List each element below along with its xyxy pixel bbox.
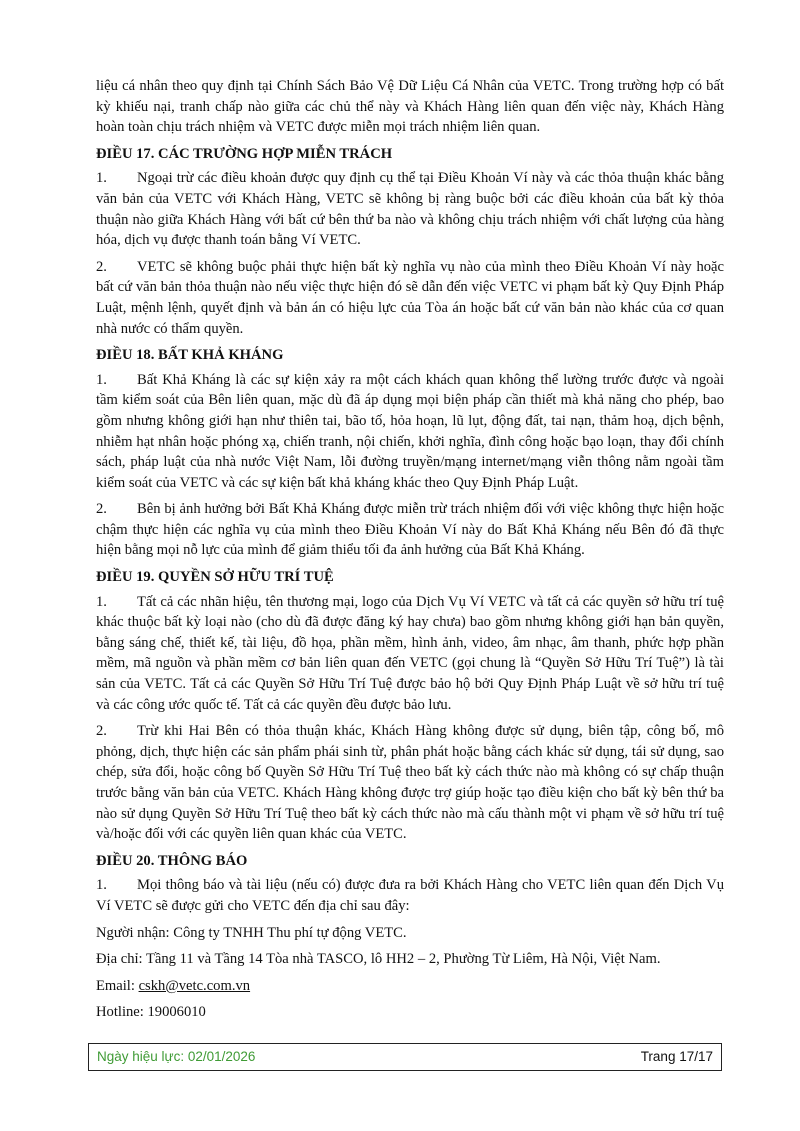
article-18-item-2	[96, 499, 724, 561]
article-17-item-1	[96, 168, 724, 250]
item-number: 1.	[96, 371, 107, 388]
email-label: Email:	[96, 977, 139, 994]
article-19-item-1	[96, 592, 724, 716]
article-17-heading: ĐIỀU 17. CÁC TRƯỜNG HỢP MIỄN TRÁCH	[96, 145, 393, 162]
article-20-item-1	[96, 875, 724, 916]
article-19-heading: ĐIỀU 19. QUYỀN SỞ HỮU TRÍ TUỆ	[96, 569, 334, 586]
item-number: 1.	[96, 170, 107, 187]
item-number: 1.	[96, 593, 107, 610]
email-link[interactable]: cskh@vetc.com.vn	[138, 977, 251, 994]
article-18-item-1	[96, 370, 724, 494]
item-number: 1.	[96, 877, 107, 894]
item-text: Bên bị ảnh hưởng bởi Bất Khả Kháng được miễn trừ trách nhiệm đối với việc không thực hiện hoặc chậm thực hiện các nghĩa vụ của mình theo Điều Khoản Ví này do Bất Khả Kháng nếu Bên đó đã thực hiện bằng mọi nỗ lực của mình để giảm thiểu tối đa ảnh hưởng của Bất Khả Kháng.	[96, 501, 724, 559]
item-number: 2.	[96, 723, 107, 740]
intro-paragraph: liệu cá nhân theo quy định tại Chính Sách Bảo Vệ Dữ Liệu Cá Nhân của VETC. Trong trường hợp có bất kỳ khiếu nại, tranh chấp nào giữa các chủ thể này và Khách Hàng liên quan đến việc này, Khách Hàng hoàn toàn chịu trách nhiệm và VETC được miễn mọi trách nhiệm liên quan.	[96, 78, 724, 136]
article-17-item-2	[96, 257, 724, 339]
article-19-item-2	[96, 721, 724, 845]
item-text: VETC sẽ không buộc phải thực hiện bất kỳ nghĩa vụ nào của mình theo Điều Khoản Ví này hoặc bất cứ văn bản thỏa thuận nào nếu việc thực hiện đó sẽ dẫn đến việc VETC vi phạm bất kỳ Quy Định Pháp Luật, mệnh lệnh, quyết định và bản án có hiệu lực của Tòa án hoặc bất cứ văn bản nào khác của cơ quan nhà nước có thẩm quyền.	[96, 258, 724, 337]
item-text: Tất cả các nhãn hiệu, tên thương mại, logo của Dịch Vụ Ví VETC và tất cả các quyền sở hữu trí tuệ khác thuộc bất kỳ loại nào (cho dù đã được đăng ký hay chưa) bao gồm nhưng không giới hạn bản quyền, bằng sáng chế, thiết kế, tài liệu, đồ họa, phần mềm, hình ảnh, video, âm nhạc, âm thanh, phức hợp phần mềm, mã nguồn và phần mềm cơ bản liên quan đến VETC (gọi chung là “Quyền Sở Hữu Trí Tuệ”) là tài sản của VETC. Tất cả các Quyền Sở Hữu Trí Tuệ được bảo hộ bởi Quy Định Pháp Luật về sở hữu trí tuệ và các công ước quốc tế. Tất cả các quyền đều được bảo lưu.	[96, 593, 724, 713]
page-number: Trang 17/17	[640, 1049, 713, 1064]
recipient-line: Người nhận: Công ty TNHH Thu phí tự động VETC.	[96, 924, 407, 941]
email-line	[96, 976, 724, 997]
item-number: 2.	[96, 258, 107, 275]
item-number: 2.	[96, 501, 107, 518]
item-text: Bất Khả Kháng là các sự kiện xảy ra một cách khách quan không thể lường trước được và ngoài tầm kiểm soát của Bên liên quan, mặc dù đã áp dụng mọi biện pháp cần thiết mà khả năng cho phép, bao gồm nhưng không giới hạn như thiên tai, bão tố, hỏa hoạn, lũ lụt, động đất, tai nạn, thảm hoạ, dịch bệnh, nhiễm hạt nhân hoặc phóng xạ, chiến tranh, nội chiến, khởi nghĩa, đình công hoặc bạo loạn, thay đổi chính sách, pháp luật của nhà nước Việt Nam, lỗi đường truyền/mạng internet/mạng viễn thông nằm ngoài tầm kiểm soát của VETC và các sự kiện bất khả kháng khác theo Quy Định Pháp Luật.	[96, 371, 724, 491]
hotline-line: Hotline: 19006010	[96, 1004, 206, 1021]
document-body	[96, 76, 724, 1029]
item-text: Mọi thông báo và tài liệu (nếu có) được đưa ra bởi Khách Hàng cho VETC liên quan đến Dịch Vụ Ví VETC sẽ được gửi cho VETC đến địa chỉ sau đây:	[96, 877, 724, 914]
item-text: Trừ khi Hai Bên có thỏa thuận khác, Khách Hàng không được sử dụng, biên tập, công bố, mô phỏng, dịch, thực hiện các sản phẩm phái sinh từ, phân phát hoặc bằng cách khác sử dụng, tái sử dụng, sao chép, sửa đổi, hoặc công bố Quyền Sở Hữu Trí Tuệ theo bất kỳ cách thức nào mà không có sự chấp thuận trước bằng văn bản của VETC. Khách Hàng không được trợ giúp hoặc tạo điều kiện cho bất kỳ bên thứ ba nào sử dụng Quyền Sở Hữu Trí Tuệ theo bất kỳ cách thức nào mà cấu thành một vi phạm về sở hữu trí tuệ và/hoặc đối với các quyền liên quan khác của VETC.	[96, 723, 724, 843]
article-20-heading: ĐIỀU 20. THÔNG BÁO	[96, 852, 248, 869]
address-line: Địa chỉ: Tầng 11 và Tầng 14 Tòa nhà TASCO, lô HH2 – 2, Phường Từ Liêm, Hà Nội, Việt Nam.	[96, 951, 661, 968]
item-text: Ngoại trừ các điều khoản được quy định cụ thể tại Điều Khoản Ví này và các thỏa thuận khác bằng văn bản của VETC với Khách Hàng, VETC sẽ không bị ràng buộc bởi các điều khoản của bất kỳ thỏa thuận nào giữa Khách Hàng với bất cứ bên thứ ba nào và không chịu trách nhiệm với chất lượng của hàng hóa, dịch vụ được thanh toán bằng Ví VETC.	[96, 170, 724, 249]
effective-date: Ngày hiệu lực: 02/01/2026	[97, 1049, 256, 1064]
article-18-heading: ĐIỀU 18. BẤT KHẢ KHÁNG	[96, 347, 284, 364]
page-footer	[88, 1043, 722, 1071]
